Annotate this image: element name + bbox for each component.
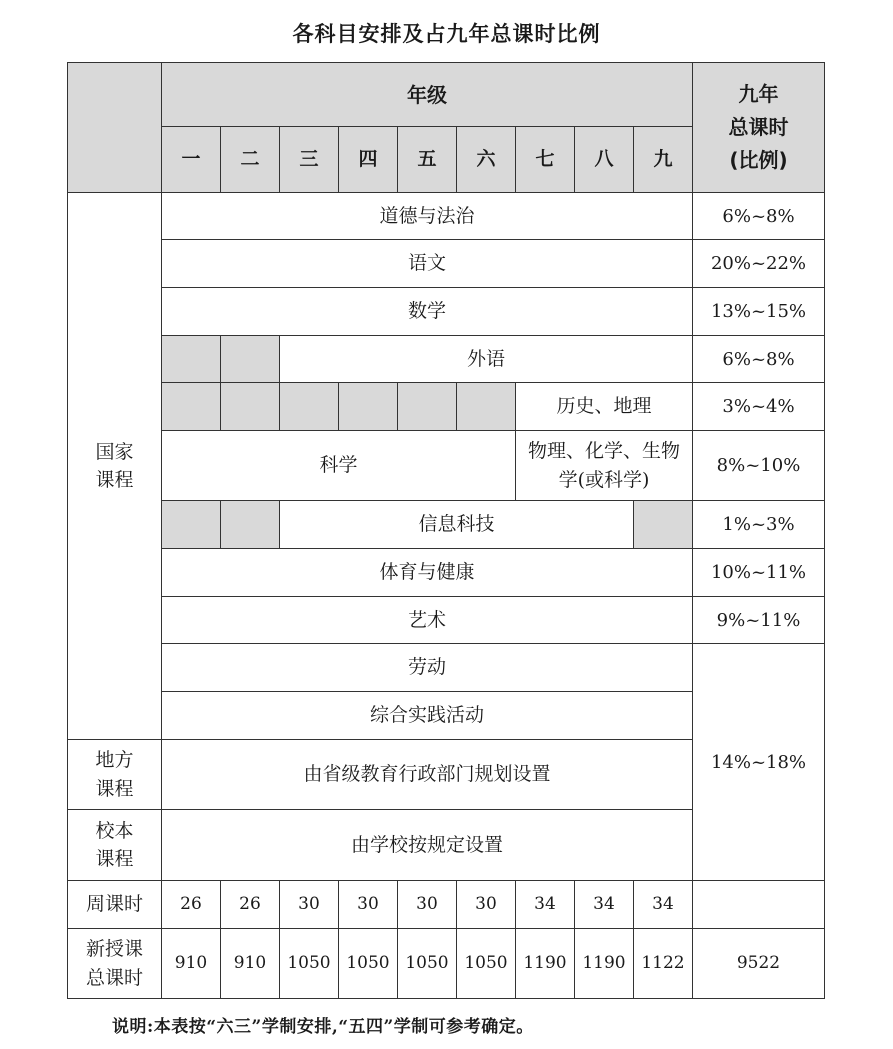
ratio-chinese: 20%~22%	[693, 240, 825, 288]
total-header-line1: 九年	[738, 82, 779, 106]
subject-it: 信息科技	[280, 501, 634, 549]
empty-cell-grade-1	[162, 501, 221, 549]
table-row	[68, 597, 825, 644]
empty-cell-grade-2	[221, 383, 280, 431]
grade-6: 六	[457, 127, 516, 193]
table-row	[68, 336, 825, 383]
school-curriculum-content: 由学校按规定设置	[162, 810, 693, 881]
ratio-history-geography: 3%~4%	[693, 383, 825, 431]
weekly-hours-grade-7: 34	[516, 881, 575, 929]
ratio-it: 1%~3%	[693, 501, 825, 549]
table-row	[68, 549, 825, 597]
weekly-hours-grade-6: 30	[457, 881, 516, 929]
subject-chinese: 语文	[162, 240, 693, 288]
weekly-hours-grade-8: 34	[575, 881, 634, 929]
subject-art: 艺术	[162, 597, 693, 644]
subject-history-geography: 历史、地理	[516, 383, 693, 431]
total-hours-grade-9: 1122	[634, 929, 693, 999]
table-row	[68, 501, 825, 549]
grade-9: 九	[634, 127, 693, 193]
national-curriculum-label: 国家 课程	[68, 193, 162, 740]
empty-cell-grade-3	[280, 383, 339, 431]
local-curriculum-label: 地方 课程	[68, 740, 162, 810]
empty-cell-grade-2	[221, 501, 280, 549]
empty-cell-grade-5	[398, 383, 457, 431]
empty-cell-grade-9	[634, 501, 693, 549]
total-hours-grade-2: 910	[221, 929, 280, 999]
empty-cell-grade-6	[457, 383, 516, 431]
total-hours-grade-5: 1050	[398, 929, 457, 999]
school-curriculum-label: 校本 课程	[68, 810, 162, 881]
subject-foreign-language: 外语	[280, 336, 693, 383]
total-hours-row	[68, 929, 825, 999]
empty-cell-grade-1	[162, 383, 221, 431]
weekly-hours-total	[693, 881, 825, 929]
subject-labor: 劳动	[162, 644, 693, 692]
total-hours-grade-7: 1190	[516, 929, 575, 999]
local-curriculum-content: 由省级教育行政部门规划设置	[162, 740, 693, 810]
ratio-art: 9%~11%	[693, 597, 825, 644]
weekly-hours-grade-9: 34	[634, 881, 693, 929]
grade-1: 一	[162, 127, 221, 193]
grade-8: 八	[575, 127, 634, 193]
total-hours-grade-1: 910	[162, 929, 221, 999]
header-row	[68, 63, 825, 127]
total-hours-sum: 9522	[693, 929, 825, 999]
total-hours-grade-6: 1050	[457, 929, 516, 999]
total-hours-label: 新授课 总课时	[68, 929, 162, 999]
total-hours-grade-8: 1190	[575, 929, 634, 999]
weekly-hours-label: 周课时	[68, 881, 162, 929]
grade-2: 二	[221, 127, 280, 193]
weekly-hours-grade-1: 26	[162, 881, 221, 929]
ratio-morality-law: 6%~8%	[693, 193, 825, 240]
subject-math: 数学	[162, 288, 693, 336]
header-corner-cell	[68, 63, 162, 193]
empty-cell-grade-4	[339, 383, 398, 431]
ratio-science: 8%~10%	[693, 431, 825, 501]
empty-cell-grade-2	[221, 336, 280, 383]
subject-morality-law: 道德与法治	[162, 193, 693, 240]
subject-pe: 体育与健康	[162, 549, 693, 597]
table-row	[68, 431, 825, 501]
total-hours-grade-3: 1050	[280, 929, 339, 999]
empty-cell-grade-1	[162, 336, 221, 383]
table-row	[68, 644, 825, 692]
table-row	[68, 383, 825, 431]
weekly-hours-grade-3: 30	[280, 881, 339, 929]
table-row	[68, 288, 825, 336]
grade-5: 五	[398, 127, 457, 193]
weekly-hours-grade-2: 26	[221, 881, 280, 929]
grade-header: 年级	[162, 63, 693, 127]
weekly-hours-grade-5: 30	[398, 881, 457, 929]
subject-practice: 综合实践活动	[162, 692, 693, 740]
total-header-line3: (比例)	[729, 148, 788, 172]
total-ratio-header	[693, 63, 825, 193]
ratio-pe: 10%~11%	[693, 549, 825, 597]
grade-3: 三	[280, 127, 339, 193]
weekly-hours-grade-4: 30	[339, 881, 398, 929]
footnote: 说明:本表按“六三”学制安排,“五四”学制可参考确定。	[112, 1017, 534, 1037]
curriculum-table	[67, 62, 825, 999]
ratio-math: 13%~15%	[693, 288, 825, 336]
page-title: 各科目安排及占九年总课时比例	[292, 22, 601, 46]
weekly-hours-row	[68, 881, 825, 929]
table-row	[68, 240, 825, 288]
subject-science: 科学	[162, 431, 516, 501]
table-row	[68, 193, 825, 240]
total-header-line2: 总课时	[728, 115, 789, 139]
subject-physics-chemistry-biology: 物理、化学、生物 学(或科学)	[516, 431, 693, 501]
ratio-shared: 14%~18%	[693, 644, 825, 881]
ratio-foreign-language: 6%~8%	[693, 336, 825, 383]
total-hours-grade-4: 1050	[339, 929, 398, 999]
grade-7: 七	[516, 127, 575, 193]
grade-4: 四	[339, 127, 398, 193]
